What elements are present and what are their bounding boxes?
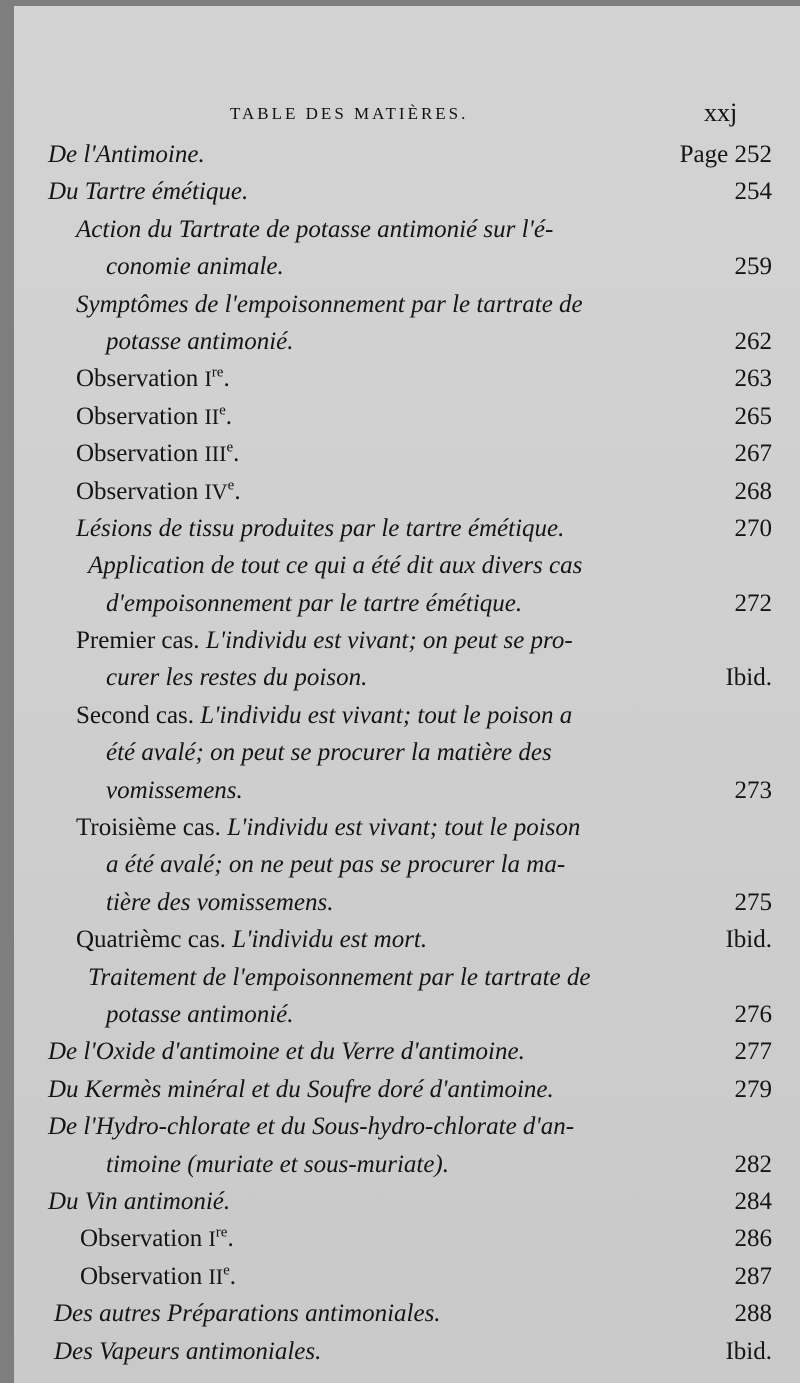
toc-entry-continuation: [14, 659, 800, 696]
entry-page: 288: [734, 1300, 772, 1328]
toc-entry: [14, 1183, 800, 1220]
entry-page: 277: [734, 1038, 772, 1066]
entry-page: 270: [734, 514, 772, 542]
entry-page: 279: [734, 1075, 772, 1103]
entry-page: Page 252: [679, 141, 772, 168]
entry-title: Observation Ire.: [80, 1225, 234, 1253]
entry-title: d'empoisonnement par le tartre émétique.: [106, 589, 523, 617]
entry-page: 265: [734, 402, 772, 430]
entry-page: Ibid.: [725, 1337, 772, 1365]
entry-title: De l'Antimoine.: [48, 141, 205, 168]
entry-title: Observation IVe.: [76, 477, 241, 505]
entry-page: 275: [734, 888, 772, 916]
entry-title: Observation IIIe.: [76, 439, 240, 468]
entry-title: Des Vapeurs antimoniales.: [54, 1337, 322, 1365]
header-title: TABLE DES MATIÈRES.: [230, 104, 469, 123]
entry-title: curer les restes du poison.: [106, 664, 368, 692]
entry-title: Du Kermès minéral et du Soufre doré d'antimoine.: [48, 1075, 554, 1103]
entry-title: Observation IIe.: [76, 402, 233, 430]
toc-entry: [14, 473, 800, 510]
entry-page: 287: [734, 1262, 772, 1290]
entry-page: 282: [734, 1150, 772, 1178]
entry-page: 259: [734, 253, 772, 281]
toc-entry: [14, 435, 800, 472]
entry-title: Troisième cas. L'individu est vivant; tout le poison: [76, 814, 581, 842]
entry-title: Second cas. L'individu est vivant; tout le poison a: [76, 701, 573, 729]
entry-title: Du Tartre émétique.: [48, 178, 249, 206]
toc-entry-continuation: [14, 1146, 800, 1183]
toc-entry: [14, 173, 800, 210]
entry-page: 273: [734, 776, 772, 804]
entry-title: Quatrièmc cas. L'individu est mort.: [76, 926, 428, 954]
entry-title: Lésions de tissu produites par le tartre émétique.: [76, 514, 565, 542]
toc-entry-continuation: [14, 585, 800, 622]
toc-entry-continuation: [14, 996, 800, 1033]
entry-title: De l'Oxide d'antimoine et du Verre d'antimoine.: [48, 1038, 525, 1066]
entry-title: Des autres Préparations antimoniales.: [54, 1300, 441, 1328]
toc-entry: [14, 921, 800, 958]
entry-title: Symptômes de l'empoisonnement par le tartrate de: [76, 290, 583, 318]
entry-title: conomie animale.: [106, 253, 284, 281]
toc-entry-continuation: [14, 846, 800, 883]
toc-entry: [14, 1333, 800, 1370]
toc-entry: [14, 1108, 800, 1145]
entry-page: 272: [734, 589, 772, 617]
entry-page: 276: [734, 1000, 772, 1028]
book-page: [14, 6, 800, 1383]
entry-title: Action du Tartrate de potasse antimonié sur l'é-: [76, 215, 554, 243]
entry-title: Premier cas. L'individu est vivant; on peut se pro-: [76, 627, 573, 655]
entry-title: a été avalé; on ne peut pas se procurer la ma-: [106, 851, 566, 879]
entry-page: 254: [734, 178, 772, 206]
entry-page: 262: [734, 327, 772, 355]
entry-title: tière des vomissemens.: [106, 888, 334, 916]
entry-page: 267: [734, 440, 772, 468]
running-header: [14, 98, 800, 132]
toc-entry: [14, 211, 800, 248]
toc-entry-continuation: [14, 884, 800, 921]
toc-entry: [14, 547, 800, 584]
toc-entry: [14, 1071, 800, 1108]
toc-entry: [14, 959, 800, 996]
toc-entry: [14, 622, 800, 659]
entry-title: timoine (muriate et sous-muriate).: [106, 1150, 450, 1178]
entry-page: Ibid.: [725, 664, 772, 692]
toc-entry: [14, 360, 800, 397]
toc-entry: [14, 1258, 800, 1295]
header-page-number: xxj: [704, 98, 738, 127]
entry-title: Observation IIe.: [80, 1262, 237, 1290]
entry-page: 268: [734, 477, 772, 505]
entry-title: De l'Hydro-chlorate et du Sous-hydro-chlorate d'an-: [48, 1113, 575, 1141]
toc-entry: [14, 809, 800, 846]
entry-page: 263: [734, 365, 772, 393]
toc-entry-continuation: [14, 323, 800, 360]
toc-entry: [14, 398, 800, 435]
entry-title: potasse antimonié.: [106, 327, 294, 355]
table-of-contents: [14, 136, 800, 1370]
toc-entry: [14, 510, 800, 547]
toc-entry: [14, 1295, 800, 1332]
toc-entry: [14, 1220, 800, 1257]
toc-entry: [14, 697, 800, 734]
entry-title: Application de tout ce qui a été dit aux divers cas: [88, 552, 583, 580]
toc-entry-continuation: [14, 772, 800, 809]
toc-entry-continuation: [14, 248, 800, 285]
entry-title: été avalé; on peut se procurer la matière des: [106, 739, 552, 767]
entry-page: 284: [734, 1187, 772, 1215]
entry-page: Ibid.: [725, 926, 772, 954]
entry-title: vomissemens.: [106, 776, 243, 804]
toc-entry: [14, 286, 800, 323]
toc-entry-continuation: [14, 734, 800, 771]
entry-title: Du Vin antimonié.: [48, 1187, 231, 1215]
entry-title: Observation Ire.: [76, 365, 230, 393]
entry-page: 286: [734, 1225, 772, 1253]
toc-entry: [14, 1033, 800, 1070]
toc-entry: [14, 136, 800, 173]
entry-title: potasse antimonié.: [106, 1000, 294, 1028]
entry-title: Traitement de l'empoisonnement par le tartrate de: [88, 963, 591, 991]
